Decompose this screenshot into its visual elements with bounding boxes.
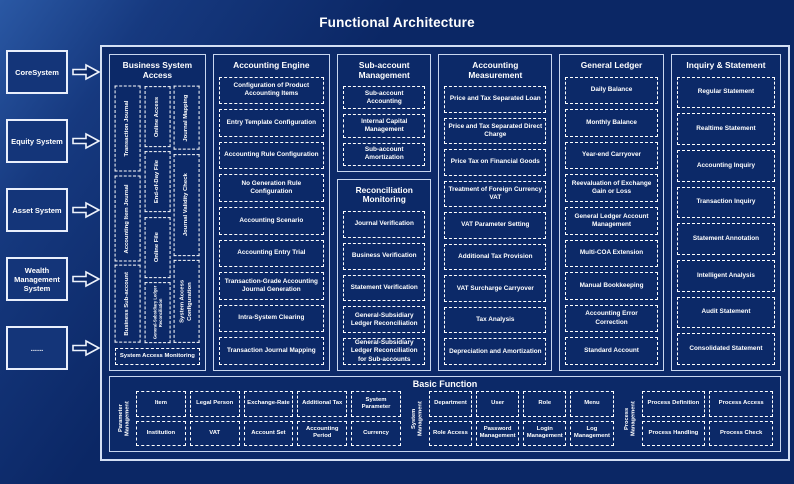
function-item: Price and Tax Separated Direct Charge (444, 118, 546, 145)
function-item: User (476, 391, 519, 417)
group-row (642, 391, 773, 417)
source-system-label: Wealth Management System (14, 265, 60, 293)
function-item: Journal Validity Check (174, 154, 200, 256)
arrow-right-icon (72, 201, 100, 219)
function-item: Entry Template Configuration (219, 109, 324, 137)
function-item: VAT Surcharge Carryover (444, 275, 546, 302)
function-item: Process Definition (642, 391, 706, 417)
function-item: VAT Parameter Setting (444, 212, 546, 239)
arrow-right-icon (72, 270, 100, 288)
function-item: Exchange-Rate (244, 391, 294, 417)
function-item: Transaction Inquiry (677, 187, 775, 219)
function-item: Reevaluation of Exchange Gain or Loss (565, 174, 658, 202)
function-item: Sub-account Accounting (343, 86, 426, 109)
column-business-system-access (109, 54, 206, 371)
function-columns (109, 54, 781, 371)
group-parameter-management (117, 391, 401, 446)
column-title: Reconciliation Monitoring (355, 184, 413, 205)
function-item: Additional Tax Provision (444, 244, 546, 271)
function-item: Role (523, 391, 566, 417)
column-title: Sub-account Management (358, 60, 410, 80)
function-item: Consolidated Statement (677, 333, 775, 365)
bsa-subcolumn-1 (115, 86, 141, 343)
column-title: Business System Access (122, 60, 193, 80)
source-system-row (6, 326, 100, 370)
arrow-right-icon (72, 339, 100, 357)
page-title: Functional Architecture (319, 15, 475, 30)
function-item: Tax Analysis (444, 307, 546, 334)
function-item: Item (136, 391, 186, 417)
source-systems-rail (6, 50, 100, 370)
function-item: Sub-account Amortization (343, 143, 426, 166)
function-item: Audit Statement (677, 297, 775, 329)
group-system-management (410, 391, 614, 446)
group-label: Parameter Management (117, 401, 131, 436)
group-row (429, 391, 614, 417)
function-item: Price and Tax Separated Loan (444, 86, 546, 113)
function-item: Depreciation and Amortization (444, 338, 546, 365)
basic-function-body (117, 391, 773, 446)
function-item: Treatment of Foreign Currency VAT (444, 181, 546, 208)
bsa-subcolumn-3 (174, 86, 200, 343)
group-row (642, 421, 773, 447)
function-item: Year-end Carryover (565, 142, 658, 170)
function-item: Accounting Rule Configuration (219, 142, 324, 170)
function-item: General-Subsidiary Ledger Reconciliation for Sub-accounts (343, 338, 426, 365)
group-rows (429, 391, 614, 446)
source-system-box (6, 50, 68, 94)
function-item: Currency (351, 421, 401, 447)
function-item: Accounting Item Journal (115, 176, 141, 262)
source-system-row (6, 188, 100, 232)
function-item: Online Access (145, 86, 171, 147)
function-item: Role Access (429, 421, 472, 447)
column-general-ledger (559, 54, 664, 371)
arrow-right-icon (72, 132, 100, 150)
group-row (136, 421, 401, 447)
item-list (343, 86, 426, 166)
function-item: Transaction Journal (115, 86, 141, 172)
function-item: Business Verification (343, 243, 426, 270)
function-item: End-of-Day File (145, 151, 171, 212)
function-item: Menu (570, 391, 613, 417)
function-item: Online File (145, 217, 171, 278)
source-system-label: Equity System (11, 136, 63, 146)
function-item: Configuration of Product Accounting Items (219, 77, 324, 105)
function-item: Intelligent Analysis (677, 260, 775, 292)
column-title: Accounting Engine (233, 60, 310, 70)
function-item: Process Access (709, 391, 773, 417)
item-list (219, 77, 324, 365)
bsa-subcolumn-2 (145, 86, 171, 343)
function-item: Transaction Journal Mapping (219, 337, 324, 365)
function-item: Password Management (476, 421, 519, 447)
function-item: Log Management (570, 421, 613, 447)
function-item: Accounting Scenario (219, 207, 324, 235)
group-row (429, 421, 614, 447)
source-system-row (6, 50, 100, 94)
basic-function-title: Basic Function (412, 379, 478, 389)
function-item: Accounting Error Correction (565, 305, 658, 333)
source-system-box (6, 188, 68, 232)
function-item: Journal Mapping (174, 86, 200, 150)
group-label: System Management (410, 401, 424, 436)
column-title: General Ledger (580, 60, 643, 70)
group-rows (642, 391, 773, 446)
function-item: Process Handling (642, 421, 706, 447)
column-accounting-measurement (438, 54, 552, 371)
source-system-label: CoreSystem (15, 67, 59, 77)
column-sub-account-management (337, 54, 432, 172)
function-item: VAT (190, 421, 240, 447)
basic-function-panel (109, 376, 781, 452)
function-item: Institution (136, 421, 186, 447)
function-item: System Access Monitoring (115, 348, 200, 365)
group-process-management (623, 391, 773, 446)
source-system-box (6, 119, 68, 163)
bsa-grid (115, 86, 200, 343)
function-item: Monthly Balance (565, 109, 658, 137)
source-system-row (6, 119, 100, 163)
item-list (444, 86, 546, 365)
function-item: System Parameter (351, 391, 401, 417)
column-stack (337, 54, 432, 371)
source-system-label: Asset System (12, 205, 62, 215)
source-system-row (6, 257, 100, 301)
function-item: Realtime Statement (677, 113, 775, 145)
column-title: Inquiry & Statement (686, 60, 766, 70)
group-label: Process Management (623, 401, 637, 436)
arrow-right-icon (72, 63, 100, 81)
function-item: Daily Balance (565, 77, 658, 105)
function-item: Statement Verification (343, 275, 426, 302)
function-item: Accounting Period (297, 421, 347, 447)
column-accounting-engine (213, 54, 330, 371)
function-item: Statement Annotation (677, 223, 775, 255)
function-item: Accounting Inquiry (677, 150, 775, 182)
item-list (677, 77, 775, 365)
function-item: No Generation Rule Configuration (219, 174, 324, 202)
function-item: Standard Account (565, 337, 658, 365)
function-item: Accounting Entry Trial (219, 240, 324, 268)
function-item: Process Check (709, 421, 773, 447)
function-item: System Access Configuration (174, 260, 200, 343)
function-item: Legal Person (190, 391, 240, 417)
function-item: Transaction-Grade Accounting Journal Generation (219, 272, 324, 300)
function-item: Login Management (523, 421, 566, 447)
main-frame (100, 45, 790, 461)
function-item: Multi-COA Extension (565, 240, 658, 268)
function-item: General Ledger Account Management (565, 207, 658, 235)
source-system-box (6, 257, 68, 301)
function-item: Department (429, 391, 472, 417)
source-system-box (6, 326, 68, 370)
group-rows (136, 391, 401, 446)
function-item: Regular Statement (677, 77, 775, 109)
column-inquiry-statement (671, 54, 781, 371)
item-list (565, 77, 658, 365)
function-item: Intra-System Clearing (219, 305, 324, 333)
group-row (136, 391, 401, 417)
function-item: General-Subsidiary Ledger Reconciliation (145, 282, 171, 343)
function-item: Manual Bookkeeping (565, 272, 658, 300)
column-title: Accounting Measurement (468, 60, 523, 80)
function-item: Price Tax on Financial Goods (444, 149, 546, 176)
column-reconciliation-monitoring (337, 179, 432, 371)
source-system-label: ...... (30, 343, 44, 353)
item-list (343, 211, 426, 365)
function-item: Additional Tax (297, 391, 347, 417)
function-item: Business Sub-account (115, 265, 141, 343)
function-item: Account Set (244, 421, 294, 447)
function-item: Internal Capital Management (343, 114, 426, 137)
function-item: Journal Verification (343, 211, 426, 238)
function-item: General-Subsidiary Ledger Reconciliation (343, 306, 426, 333)
